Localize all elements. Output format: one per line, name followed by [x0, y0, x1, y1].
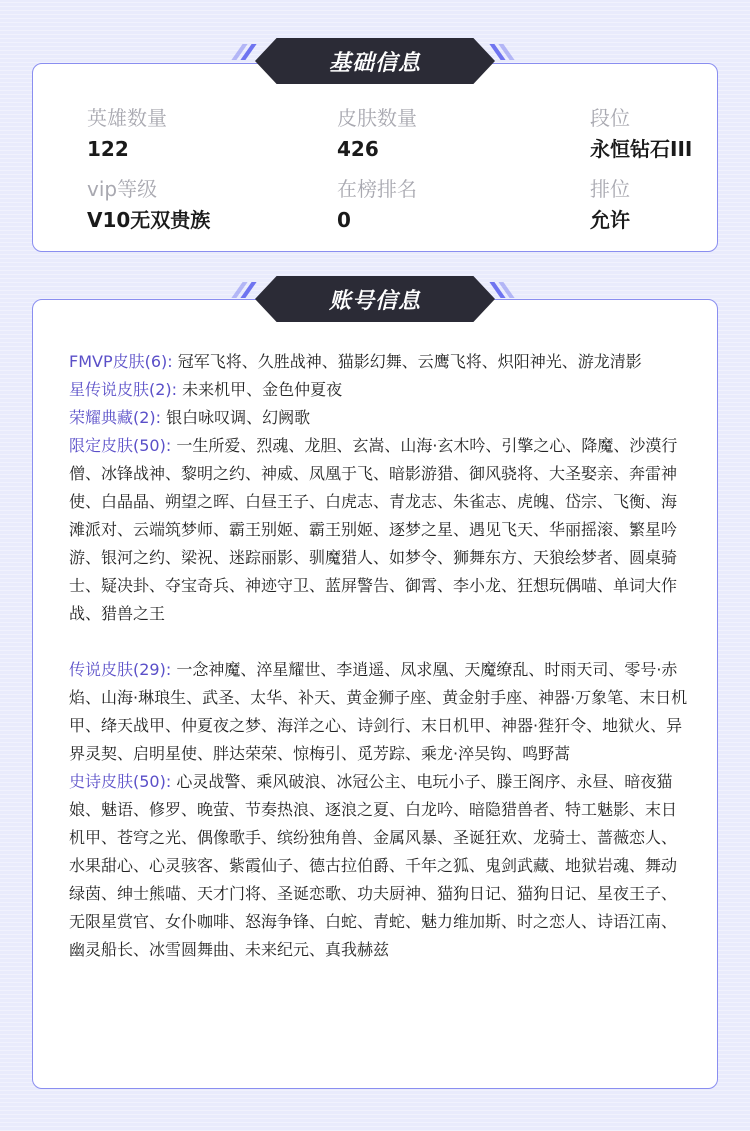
skin-category-glory-collection	[69, 404, 689, 432]
stat-skin-count	[337, 104, 537, 164]
skin-list	[69, 348, 689, 964]
stat-label: 皮肤数量	[337, 106, 417, 130]
skin-category-items: 一生所爱、烈魂、龙胆、玄嵩、山海·玄木吟、引擎之心、降魔、沙漠行僧、冰锋战神、黎明之约、神威、凤凰于飞、暗影游猎、御风骁将、大圣娶亲、奔雷神使、白晶晶、朔望之晖、白昼王子、白虎志、青龙志、朱雀志、虎魄、岱宗、飞衡、海滩派对、云端筑梦师、霸王别姬、霸王别姬、逐梦之星、遇见飞天、华丽摇滚、繁星吟游、银河之约、梁祝、迷踪丽影、驯魔猎人、如梦令、狮舞东方、天狼绘梦者、圆桌骑士、疑决卦、夺宝奇兵、神迹守卫、蓝屏警告、御霄、李小龙、狂想玩偶喵、单词大作战、猎兽之王	[69, 436, 678, 623]
stat-label: 在榜排名	[337, 177, 417, 201]
stat-value: 允许	[590, 208, 630, 232]
skin-category-label: 星传说皮肤(2):	[69, 380, 178, 399]
section-title: 基础信息	[328, 50, 421, 76]
stat-value: 426	[337, 137, 379, 161]
stat-rank-tier	[590, 104, 750, 164]
stat-label: vip等级	[87, 177, 158, 201]
skin-category-label: 传说皮肤(29):	[69, 660, 172, 679]
stat-value: V10无双贵族	[87, 208, 211, 232]
skin-category-items: 一念神魔、淬星耀世、李逍遥、凤求凰、天魔缭乱、时雨天司、零号·赤焰、山海·琳琅生、武圣、太华、补天、黄金狮子座、黄金射手座、神器·万象笔、末日机甲、绛天战甲、仲夏夜之梦、海洋之心、诗剑行、末日机甲、神器·狴犴令、地狱火、异界灵契、启明星使、胖达荣荣、惊梅引、觅芳踪、乘龙·淬吴钩、鸣野蒿	[69, 660, 688, 763]
stripe-decoration-icon	[491, 44, 517, 78]
skin-category-items: 银白咏叹调、幻阙歌	[166, 408, 311, 427]
skin-category-star-legend	[69, 376, 689, 404]
stripe-decoration-icon	[491, 282, 517, 316]
skin-category-label: 荣耀典藏(2):	[69, 408, 162, 427]
skin-category-epic	[69, 768, 689, 964]
account-info-card	[32, 299, 718, 1089]
basic-info-banner	[255, 38, 495, 84]
skin-category-legend	[69, 656, 689, 768]
stat-vip-level	[87, 175, 287, 235]
stat-value: 永恒钻石III	[590, 137, 693, 161]
skin-category-label: FMVP皮肤(6):	[69, 352, 173, 371]
section-title: 账号信息	[328, 288, 421, 314]
stat-value: 122	[87, 137, 129, 161]
stat-value: 0	[337, 208, 351, 232]
skin-category-limited	[69, 432, 689, 628]
stat-label: 排位	[590, 177, 630, 201]
stat-label: 英雄数量	[87, 106, 167, 130]
skin-category-items: 未来机甲、金色仲夏夜	[182, 380, 343, 399]
skin-category-label: 限定皮肤(50):	[69, 436, 172, 455]
stat-leaderboard	[337, 175, 537, 235]
basic-info-card	[32, 63, 718, 252]
skin-category-label: 史诗皮肤(50):	[69, 772, 172, 791]
stat-ranking	[590, 175, 750, 235]
skin-category-fmvp	[69, 348, 689, 376]
skin-category-items: 心灵战警、乘风破浪、冰冠公主、电玩小子、滕王阁序、永昼、暗夜猫娘、魅语、修罗、晚萤、节奏热浪、逐浪之夏、白龙吟、暗隐猎兽者、特工魅影、末日机甲、苍穹之光、偶像歌手、缤纷独角兽、金属风暴、圣诞狂欢、龙骑士、蔷薇恋人、水果甜心、心灵骇客、紫霞仙子、德古拉伯爵、千年之狐、鬼剑武藏、地狱岩魂、舞动绿茵、绅士熊喵、天才门将、圣诞恋歌、功夫厨神、猫狗日记、猫狗日记、星夜王子、无限星赏官、女仆咖啡、怒海争锋、白蛇、青蛇、魅力维加斯、时之恋人、诗语江南、幽灵船长、冰雪圆舞曲、未来纪元、真我赫兹	[69, 772, 678, 959]
account-info-banner	[255, 276, 495, 322]
skin-category-items: 冠军飞将、久胜战神、猫影幻舞、云鹰飞将、炽阳神光、游龙清影	[177, 352, 642, 371]
stat-label: 段位	[590, 106, 630, 130]
stat-hero-count	[87, 104, 287, 164]
